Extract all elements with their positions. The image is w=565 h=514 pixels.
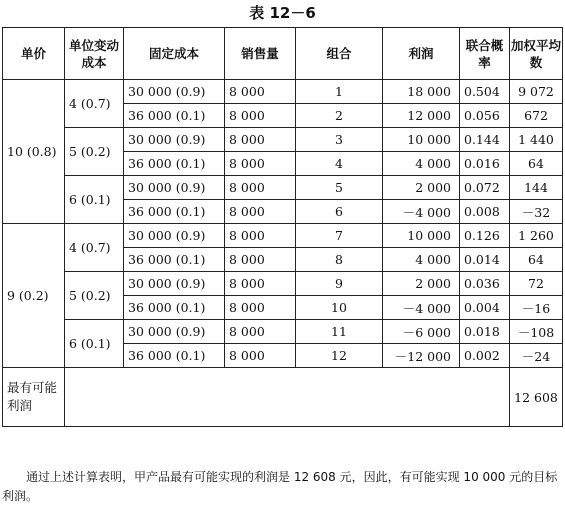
combination-cell: 9	[296, 272, 383, 296]
profit-cell: 4 000	[383, 248, 460, 272]
sales-volume-cell: 8 000	[225, 104, 296, 128]
profit-cell: 4 000	[383, 152, 460, 176]
total-blank	[65, 368, 510, 427]
sales-volume-cell: 8 000	[225, 248, 296, 272]
weighted-average-cell: －16	[510, 296, 563, 320]
fixed-cost-cell: 30 000 (0.9)	[124, 224, 225, 248]
unit-price-cell: 10 (0.8)	[3, 80, 65, 224]
table-row	[3, 320, 563, 344]
combination-cell: 2	[296, 104, 383, 128]
fixed-cost-cell: 30 000 (0.9)	[124, 320, 225, 344]
weighted-average-cell: －24	[510, 344, 563, 368]
combination-cell: 3	[296, 128, 383, 152]
sales-volume-cell: 8 000	[225, 272, 296, 296]
profit-cell: －4 000	[383, 200, 460, 224]
header-row	[3, 28, 563, 80]
profit-cell: 2 000	[383, 272, 460, 296]
fixed-cost-cell: 36 000 (0.1)	[124, 344, 225, 368]
profit-probability-table	[2, 27, 563, 427]
sales-volume-cell: 8 000	[225, 176, 296, 200]
unit-variable-cost-cell: 4 (0.7)	[65, 80, 124, 128]
fixed-cost-cell: 36 000 (0.1)	[124, 248, 225, 272]
profit-cell: －6 000	[383, 320, 460, 344]
header-profit: 利润	[383, 28, 460, 80]
profit-cell: －12 000	[383, 344, 460, 368]
combination-cell: 10	[296, 296, 383, 320]
table-row	[3, 176, 563, 200]
header-sales-volume: 销售量	[225, 28, 296, 80]
fixed-cost-cell: 30 000 (0.9)	[124, 272, 225, 296]
joint-probability-cell: 0.144	[460, 128, 510, 152]
weighted-average-cell: 72	[510, 272, 563, 296]
table-row	[3, 272, 563, 296]
joint-probability-cell: 0.056	[460, 104, 510, 128]
weighted-average-cell: 1 260	[510, 224, 563, 248]
profit-cell: 10 000	[383, 224, 460, 248]
profit-cell: 12 000	[383, 104, 460, 128]
combination-cell: 5	[296, 176, 383, 200]
profit-cell: 18 000	[383, 80, 460, 104]
header-fixed-cost: 固定成本	[124, 28, 225, 80]
fixed-cost-cell: 30 000 (0.9)	[124, 80, 225, 104]
header-weighted-average: 加权平均数	[510, 28, 563, 80]
table-caption: 表 12－6	[249, 4, 316, 22]
total-row	[3, 368, 563, 427]
sales-volume-cell: 8 000	[225, 152, 296, 176]
table-row	[3, 80, 563, 104]
fixed-cost-cell: 30 000 (0.9)	[124, 128, 225, 152]
sales-volume-cell: 8 000	[225, 80, 296, 104]
fixed-cost-cell: 36 000 (0.1)	[124, 152, 225, 176]
total-label: 最有可能利润	[3, 368, 65, 427]
table-row	[3, 224, 563, 248]
sales-volume-cell: 8 000	[225, 224, 296, 248]
joint-probability-cell: 0.504	[460, 80, 510, 104]
weighted-average-cell: 672	[510, 104, 563, 128]
header-unit-price: 单价	[3, 28, 65, 80]
combination-cell: 12	[296, 344, 383, 368]
profit-cell: －4 000	[383, 296, 460, 320]
sales-volume-cell: 8 000	[225, 128, 296, 152]
combination-cell: 11	[296, 320, 383, 344]
header-unit-variable-cost: 单位变动成本	[65, 28, 124, 80]
unit-variable-cost-cell: 6 (0.1)	[65, 176, 124, 224]
header-joint-probability: 联合概率	[460, 28, 510, 80]
weighted-average-cell: 64	[510, 152, 563, 176]
combination-cell: 1	[296, 80, 383, 104]
fixed-cost-cell: 30 000 (0.9)	[124, 176, 225, 200]
unit-variable-cost-cell: 4 (0.7)	[65, 224, 124, 272]
conclusion-note: 通过上述计算表明，甲产品最有可能实现的利润是 12 608 元，因此，有可能实现 10 000 元的目标利润。	[2, 470, 558, 503]
fixed-cost-cell: 36 000 (0.1)	[124, 200, 225, 224]
combination-cell: 8	[296, 248, 383, 272]
combination-cell: 7	[296, 224, 383, 248]
profit-cell: 2 000	[383, 176, 460, 200]
sales-volume-cell: 8 000	[225, 296, 296, 320]
weighted-average-cell: 1 440	[510, 128, 563, 152]
weighted-average-cell: 144	[510, 176, 563, 200]
weighted-average-cell: 64	[510, 248, 563, 272]
total-value: 12 608	[510, 368, 563, 427]
joint-probability-cell: 0.002	[460, 344, 510, 368]
profit-cell: 10 000	[383, 128, 460, 152]
sales-volume-cell: 8 000	[225, 320, 296, 344]
sales-volume-cell: 8 000	[225, 344, 296, 368]
unit-variable-cost-cell: 5 (0.2)	[65, 128, 124, 176]
fixed-cost-cell: 36 000 (0.1)	[124, 104, 225, 128]
header-combination: 组合	[296, 28, 383, 80]
combination-cell: 6	[296, 200, 383, 224]
unit-price-cell: 9 (0.2)	[3, 224, 65, 368]
table-row	[3, 128, 563, 152]
joint-probability-cell: 0.016	[460, 152, 510, 176]
joint-probability-cell: 0.004	[460, 296, 510, 320]
sales-volume-cell: 8 000	[225, 200, 296, 224]
joint-probability-cell: 0.014	[460, 248, 510, 272]
weighted-average-cell: 9 072	[510, 80, 563, 104]
joint-probability-cell: 0.018	[460, 320, 510, 344]
combination-cell: 4	[296, 152, 383, 176]
joint-probability-cell: 0.126	[460, 224, 510, 248]
weighted-average-cell: －108	[510, 320, 563, 344]
joint-probability-cell: 0.072	[460, 176, 510, 200]
joint-probability-cell: 0.008	[460, 200, 510, 224]
fixed-cost-cell: 36 000 (0.1)	[124, 296, 225, 320]
weighted-average-cell: －32	[510, 200, 563, 224]
unit-variable-cost-cell: 6 (0.1)	[65, 320, 124, 368]
joint-probability-cell: 0.036	[460, 272, 510, 296]
unit-variable-cost-cell: 5 (0.2)	[65, 272, 124, 320]
